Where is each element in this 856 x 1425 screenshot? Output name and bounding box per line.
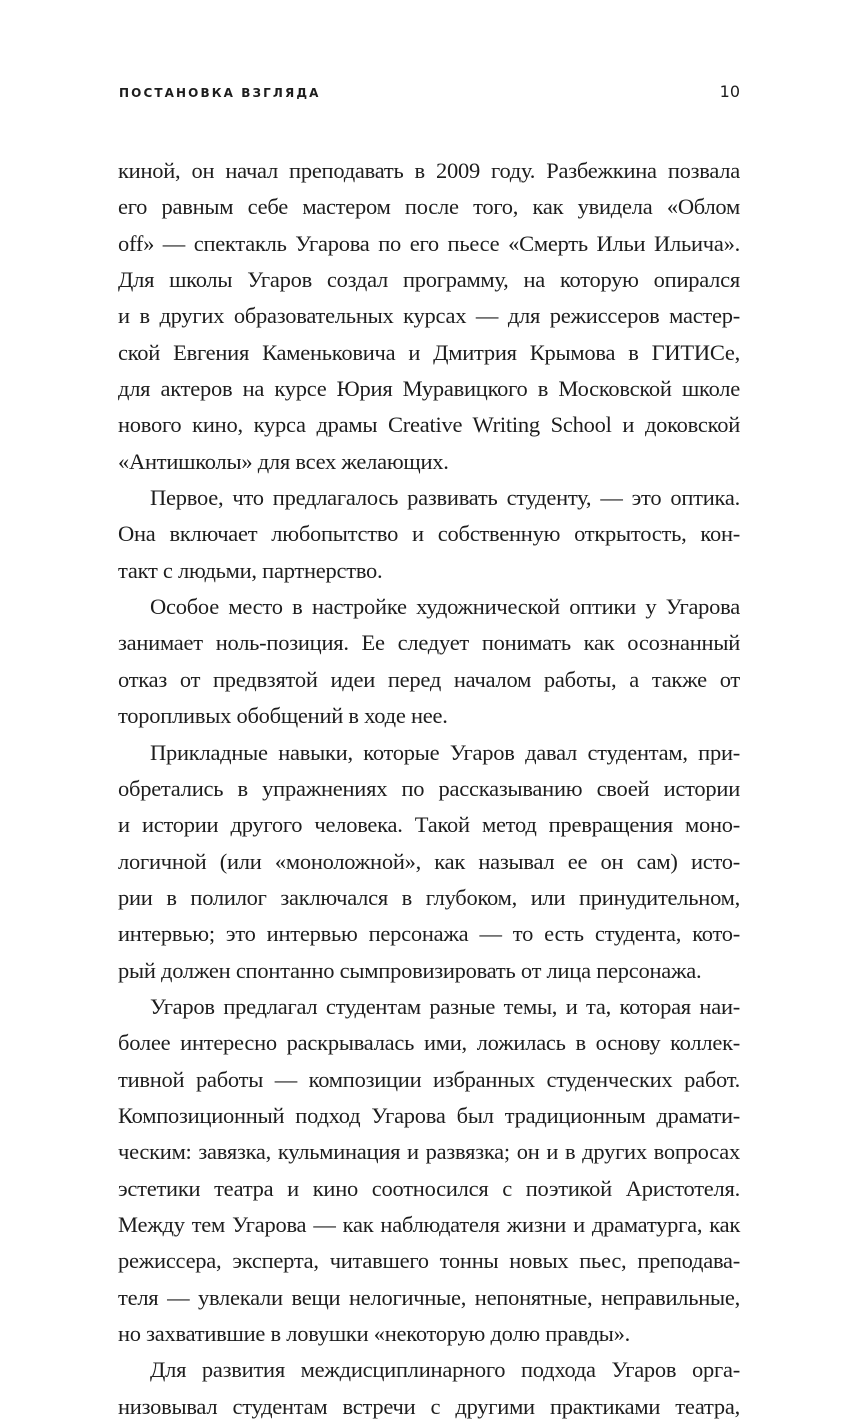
text-line: для актеров на курсе Юрия Муравицкого в Московской школе (118, 376, 740, 402)
text-line: ческим: завязка, кульминация и развязка; он и в других вопросах (118, 1139, 740, 1165)
text-line: такт с людьми, партнерство. (118, 557, 383, 583)
text-line: Для школы Угаров создал программу, на которую опирался (118, 267, 740, 293)
text-line: теля — увлекали вещи нелогичные, непонятные, неправильные, (118, 1284, 740, 1310)
text-line: режиссера, эксперта, читавшего тонны новых пьес, преподава- (118, 1248, 740, 1274)
text-line: и истории другого человека. Такой метод превращения моно- (118, 812, 740, 838)
text-line: интервью; это интервью персонажа — то есть студента, кото- (118, 921, 740, 947)
text-line: занимает ноль-позиция. Ее следует понимать как осознанный (118, 630, 740, 656)
text-line: но захватившие в ловушки «некоторую долю правды». (118, 1321, 631, 1346)
text-line: рии в полилог заключался в глубоком, или принудительном, (118, 884, 740, 910)
page-number: 10 (719, 82, 740, 101)
text-line: низовывал студентам встречи с другими практиками театра, (118, 1393, 740, 1419)
running-title: ПОСТАНОВКА ВЗГЛЯДА (119, 86, 321, 100)
text-line: торопливых обобщений в ходе нее. (118, 703, 448, 729)
text-line: Она включает любопытство и собственную открытость, кон- (118, 521, 740, 547)
text-line: более интересно раскрывалась ими, ложилась в основу коллек- (118, 1030, 740, 1056)
text-line: и в других образовательных курсах — для режиссеров мастер- (118, 303, 740, 329)
text-line: обретались в упражнениях по рассказыванию своей истории (118, 775, 740, 801)
text-line: Прикладные навыки, которые Угаров давал студентам, при- (150, 739, 740, 765)
text-line: Первое, что предлагалось развивать студенту, — это оптика. (150, 485, 740, 511)
text-line: эстетики театра и кино соотносился с поэтикой Аристотеля. (118, 1175, 740, 1201)
text-line: Особое место в настройке художнической оптики у Угарова (150, 594, 740, 620)
text-line: Для развития междисциплинарного подхода Угаров орга- (150, 1357, 740, 1383)
text-line: тивной работы — композиции избранных студенческих работ. (118, 1066, 740, 1092)
text-line: отказ от предвзятой идеи перед началом работы, а также от (118, 666, 740, 692)
text-line: его равным себе мастером после того, как увидела «Облом (118, 194, 740, 220)
body-text (118, 153, 740, 1425)
text-line: Угаров предлагал студентам разные темы, и та, которая наи- (150, 993, 740, 1019)
running-header (119, 83, 740, 103)
text-line: рый должен спонтанно сымпровизировать от лица персонажа. (118, 957, 702, 983)
text-line: «Антишколы» для всех желающих. (118, 448, 449, 474)
text-line: ской Евгения Каменьковича и Дмитрия Крымова в ГИТИСе, (118, 339, 740, 365)
text-line: off» — спектакль Угарова по его пьесе «Смерть Ильи Ильича». (118, 230, 740, 256)
text-line: логичной (или «моноложной», как называл ее он сам) исто- (118, 848, 740, 874)
text-line: киной, он начал преподавать в 2009 году. Разбежкина позвала (118, 158, 740, 183)
text-line: нового кино, курса драмы Creative Writing School и доковской (118, 412, 740, 438)
text-line: Композиционный подход Угарова был традиционным драмати- (118, 1102, 740, 1128)
text-line: Между тем Угарова — как наблюдателя жизни и драматурга, как (118, 1211, 740, 1237)
